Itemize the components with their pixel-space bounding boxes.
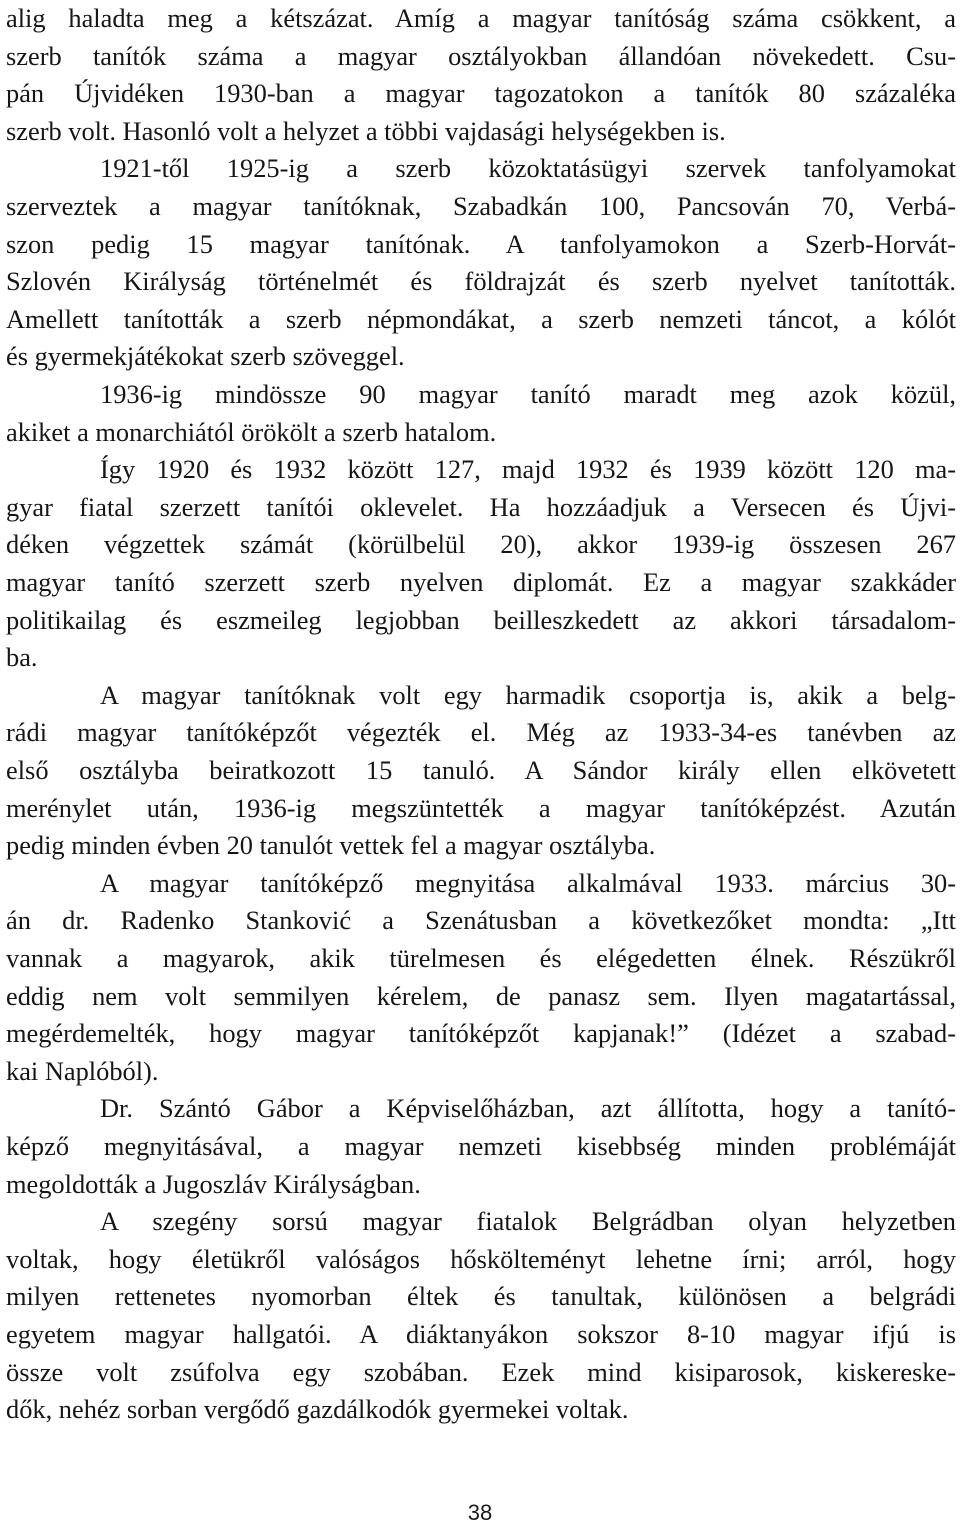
text-line: vannak a magyarok, akik türelmesen és elégedetten élnek. Részükről [6, 942, 956, 973]
paragraph [6, 150, 956, 376]
text-line: egyetem magyar hallgatói. A diáktanyákon sokszor 8-10 magyar ifjú is [6, 1318, 956, 1349]
text-line: A magyar tanítóknak volt egy harmadik csoportja is, akik a belg- [100, 679, 956, 710]
text-line: össze volt zsúfolva egy szobában. Ezek mind kisiparosok, kiskereske- [6, 1356, 956, 1387]
text-line: politikailag és eszmeileg legjobban beilleszkedett az akkori társadalom- [6, 604, 956, 635]
text-line: eddig nem volt semmilyen kérelem, de panasz sem. Ilyen magatartással, [6, 980, 956, 1011]
text-line: rádi magyar tanítóképzőt végezték el. Még az 1933-34-es tanévben az [6, 717, 956, 748]
text-line: akiket a monarchiától örökölt a szerb hatalom. [6, 416, 497, 447]
text-line: 1936-ig mindössze 90 magyar tanító maradt meg azok közül, [100, 379, 956, 409]
paragraph [6, 376, 956, 451]
text-line: A magyar tanítóképző megnyitása alkalmával 1933. március 30- [100, 867, 956, 898]
text-line: Dr. Szántó Gábor a Képviselőházban, azt állította, hogy a tanító- [100, 1093, 956, 1124]
text-line: pedig minden évben 20 tanulót vettek fel a magyar osztályba. [6, 830, 656, 861]
text-line: Így 1920 és 1932 között 127, majd 1932 és 1939 között 120 ma- [100, 454, 956, 485]
paragraph [6, 1203, 956, 1429]
text-line: án dr. Radenko Stanković a Szenátusban a következőket mondta: „Itt [6, 905, 956, 936]
text-line: szerb tanítók száma a magyar osztályokban állandóan növekedett. Csu- [6, 40, 956, 71]
text-line: 1921-től 1925-ig a szerb közoktatásügyi szervek tanfolyamokat [100, 153, 956, 184]
text-line: Amellett tanították a szerb népmondákat, a szerb nemzeti táncot, a kólót [6, 303, 956, 334]
text-line: A szegény sorsú magyar fiatalok Belgrádban olyan helyzetben [100, 1206, 956, 1237]
text-line: pán Újvidéken 1930-ban a magyar tagozatokon a tanítók 80 százaléka [6, 78, 956, 109]
text-line: szon pedig 15 magyar tanítónak. A tanfolyamokon a Szerb-Horvát- [6, 228, 956, 259]
text-line: déken végzettek számát (körülbelül 20), akkor 1939-ig összesen 267 [6, 529, 956, 560]
text-line: megoldották a Jugoszláv Királyságban. [6, 1168, 421, 1199]
text-line: képző megnyitásával, a magyar nemzeti kisebbség minden problémáját [6, 1130, 956, 1161]
text-line: magyar tanító szerzett szerb nyelven diplomát. Ez a magyar szakkáder [6, 566, 956, 597]
text-line: milyen rettenetes nyomorban éltek és tanultak, különösen a belgrádi [6, 1281, 956, 1312]
text-line: Szlovén Királyság történelmét és földrajzát és szerb nyelvet tanították. [6, 266, 956, 297]
text-line: merénylet után, 1936-ig megszüntették a magyar tanítóképzést. Azután [6, 792, 956, 823]
paragraph [6, 1090, 956, 1203]
paragraph [6, 865, 956, 1091]
page-number: 38 [467, 1500, 493, 1525]
text-line: és gyermekjátékokat szerb szöveggel. [6, 341, 405, 372]
text-line: gyar fiatal szerzett tanítói oklevelet. Ha hozzáadjuk a Versecen és Újvi- [6, 491, 956, 522]
text-line: szerveztek a magyar tanítóknak, Szabadkán 100, Pancsován 70, Verbá- [6, 190, 956, 221]
text-line: kai Naplóból). [6, 1055, 159, 1086]
text-line: ba. [6, 642, 38, 673]
text-line: első osztályba beiratkozott 15 tanuló. A Sándor király ellen elkövetett [6, 754, 956, 785]
text-line: alig haladta meg a kétszázat. Amíg a magyar tanítóság száma csökkent, a [6, 3, 956, 33]
text-line: voltak, hogy életükről valóságos hőskölteményt lehetne írni; arról, hogy [6, 1243, 956, 1274]
paragraph [6, 0, 956, 150]
text-line: megérdemelték, hogy magyar tanítóképzőt kapjanak!” (Idézet a szabad- [6, 1018, 956, 1049]
paragraph [6, 677, 956, 865]
paragraph [6, 451, 956, 677]
text-line: dők, nehéz sorban vergődő gazdálkodók gyermekei voltak. [6, 1394, 629, 1425]
text-line: szerb volt. Hasonló volt a helyzet a többi vajdasági helységekben is. [6, 115, 726, 146]
